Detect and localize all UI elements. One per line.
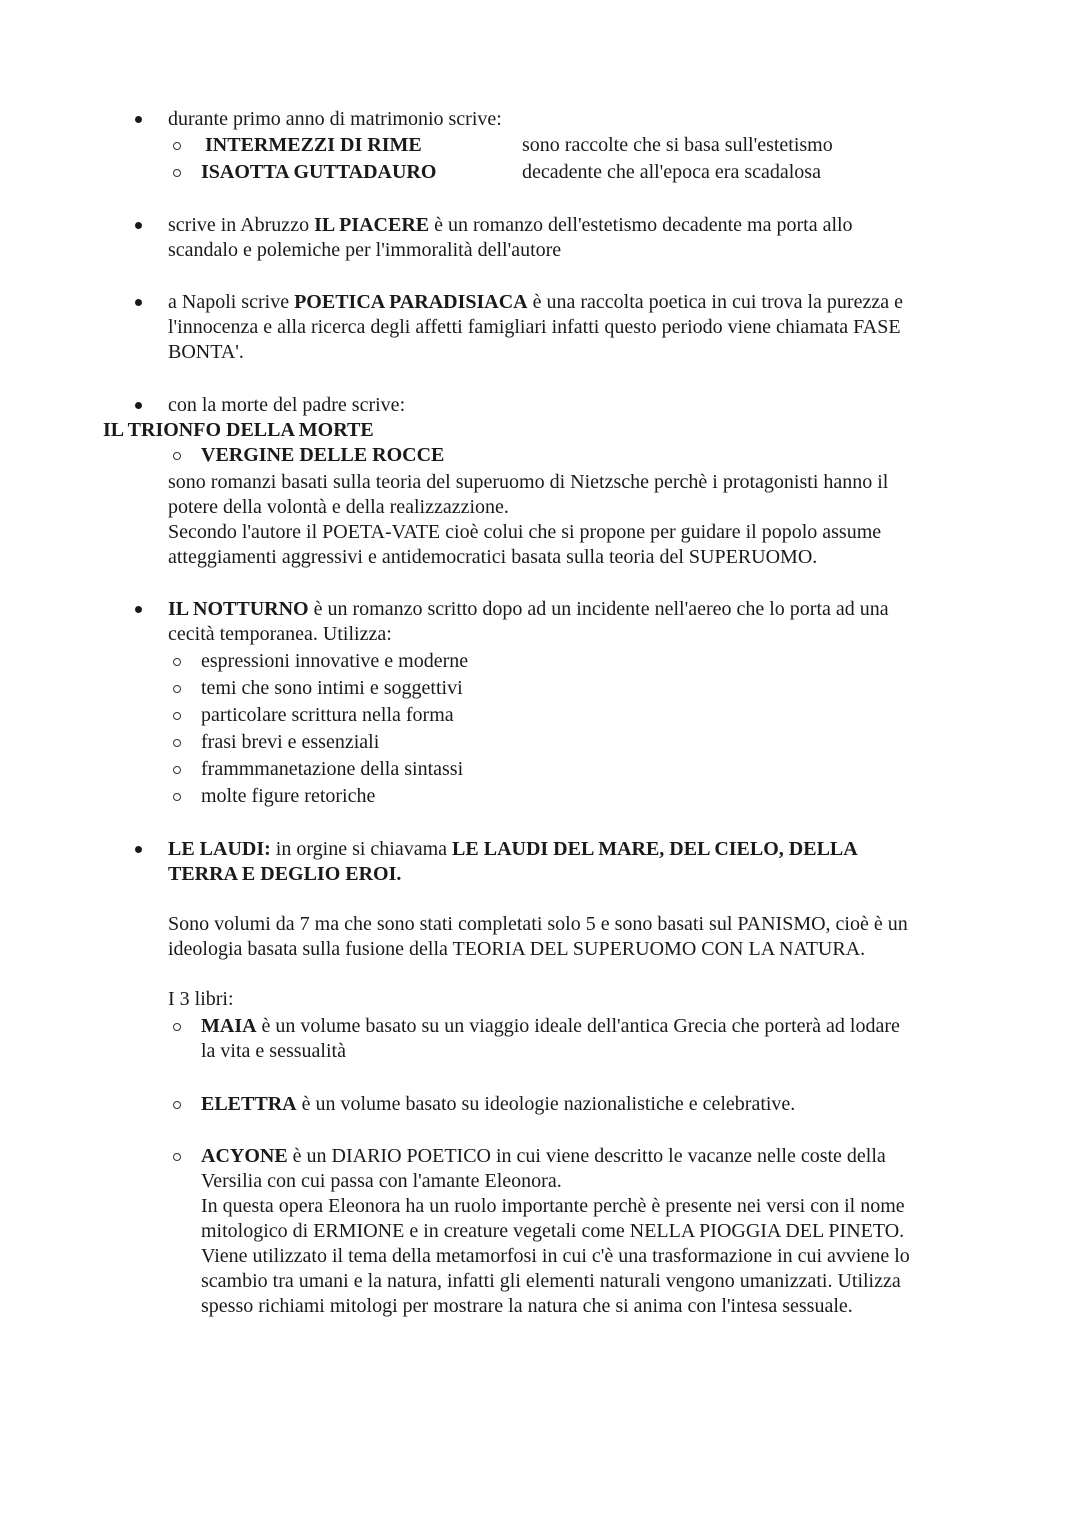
work-title: LE LAUDI: [168, 838, 271, 860]
work-title: ACYONE [201, 1145, 288, 1167]
bullet-marker [135, 846, 142, 853]
sub-bullet-marker [173, 169, 181, 177]
work-title: IL TRIONFO DELLA MORTE [103, 419, 374, 441]
text-line: BONTA'. [168, 341, 244, 363]
text-span: scrive in Abruzzo [168, 214, 315, 236]
work-title: POETICA PARADISIACA [294, 291, 528, 313]
list-item: temi che sono intimi e soggettivi [201, 677, 463, 699]
sub-bullet-marker [173, 766, 181, 774]
work-title: ISAOTTA GUTTADAURO [201, 161, 437, 183]
work-title: ELETTRA [201, 1093, 297, 1115]
text-line: la vita e sessualità [201, 1040, 346, 1062]
text-span: è una raccolta poetica in cui trova la purezza e [527, 291, 903, 313]
text-line: Viene utilizzato il tema della metamorfosi in cui c'è una trasformazione in cui avviene lo [201, 1245, 910, 1267]
text-line: Sono volumi da 7 ma che sono stati completati solo 5 e sono basati sul PANISMO, cioè è un [168, 913, 908, 935]
text-line [168, 596, 889, 622]
work-title: MAIA [201, 1015, 257, 1037]
list-item: espressioni innovative e moderne [201, 650, 469, 672]
text-line: l'innocenza e alla ricerca degli affetti famigliari infatti questo periodo viene chiamata FASE [168, 316, 901, 338]
text-span: è un volume basato su un viaggio ideale dell'antica Grecia che porterà ad lodare [256, 1015, 900, 1037]
text-line [168, 289, 903, 315]
work-title: VERGINE DELLE ROCCE [201, 444, 445, 466]
text-line: cecità temporanea. Utilizza: [168, 623, 392, 645]
sub-bullet-marker [173, 793, 181, 801]
text-line [201, 1013, 900, 1039]
text-span: è un volume basato su ideologie nazionalistiche e celebrative. [296, 1093, 796, 1115]
bullet-marker [135, 402, 142, 409]
work-title: IL PIACERE [314, 214, 430, 236]
text-line: con la morte del padre scrive: [168, 394, 406, 416]
work-title: IL NOTTURNO [168, 598, 309, 620]
bullet-marker [135, 299, 142, 306]
bullet-marker [135, 222, 142, 229]
bullet-marker [135, 606, 142, 613]
list-item: particolare scrittura nella forma [201, 704, 454, 726]
bullet-marker [135, 116, 142, 123]
text-line: sono romanzi basati sulla teoria del superuomo di Nietzsche perchè i protagonisti hanno il [168, 471, 889, 493]
text-span: è un DIARIO POETICO in cui viene descritto le vacanze nelle coste della [287, 1145, 886, 1167]
list-item: frammmanetazione della sintassi [201, 758, 464, 780]
text-line [168, 212, 853, 238]
text-line: scambio tra umani e la natura, infatti gli elementi naturali vengono umanizzati. Utilizza [201, 1270, 901, 1292]
sub-bullet-marker [173, 739, 181, 747]
sub-bullet-marker [173, 1023, 181, 1031]
text-line [201, 1143, 886, 1169]
text-span: è un romanzo dell'estetismo decadente ma porta allo [429, 214, 853, 236]
list-item: molte figure retoriche [201, 785, 376, 807]
text-line [201, 1091, 795, 1117]
text-line: durante primo anno di matrimonio scrive: [168, 108, 502, 130]
text-line: I 3 libri: [168, 988, 234, 1010]
sub-bullet-marker [173, 142, 181, 150]
sub-bullet-marker [173, 658, 181, 666]
sub-bullet-marker [173, 1153, 181, 1161]
text-line: Versilia con cui passa con l'amante Eleonora. [201, 1170, 562, 1192]
sub-bullet-marker [173, 1101, 181, 1109]
work-title: INTERMEZZI DI RIME [205, 134, 422, 156]
sub-bullet-marker [173, 685, 181, 693]
text-line: mitologico di ERMIONE e in creature vegetali come NELLA PIOGGIA DEL PINETO. [201, 1220, 905, 1242]
text-line: Secondo l'autore il POETA-VATE cioè colui che si propone per guidare il popolo assume [168, 521, 882, 543]
text-line: ideologia basata sulla fusione della TEORIA DEL SUPERUOMO CON LA NATURA. [168, 938, 866, 960]
sub-bullet-marker [173, 452, 181, 460]
text-line: decadente che all'epoca era scadalosa [522, 161, 821, 183]
text-span: a Napoli scrive [168, 291, 295, 313]
text-line: atteggiamenti aggressivi e antidemocratici basata sulla teoria del SUPERUOMO. [168, 546, 818, 568]
text-line: In questa opera Eleonora ha un ruolo importante perchè è presente nei versi con il nome [201, 1195, 905, 1217]
text-line: spesso richiami mitologi per mostrare la natura che si anima con l'intesa sessuale. [201, 1295, 853, 1317]
text-span: è un romanzo scritto dopo ad un incidente nell'aereo che lo porta ad una [308, 598, 889, 620]
text-line: sono raccolte che si basa sull'estetismo [522, 134, 833, 156]
text-line: potere della volontà e della realizzazzione. [168, 496, 509, 518]
work-title: LE LAUDI DEL MARE, DEL CIELO, DELLA [452, 838, 858, 860]
work-title: TERRA E DEGLIO EROI. [168, 863, 402, 885]
list-item: frasi brevi e essenziali [201, 731, 380, 753]
sub-bullet-marker [173, 712, 181, 720]
text-line [168, 836, 858, 862]
text-span: in orgine si chiavama [270, 838, 453, 860]
text-line: scandalo e polemiche per l'immoralità dell'autore [168, 239, 562, 261]
